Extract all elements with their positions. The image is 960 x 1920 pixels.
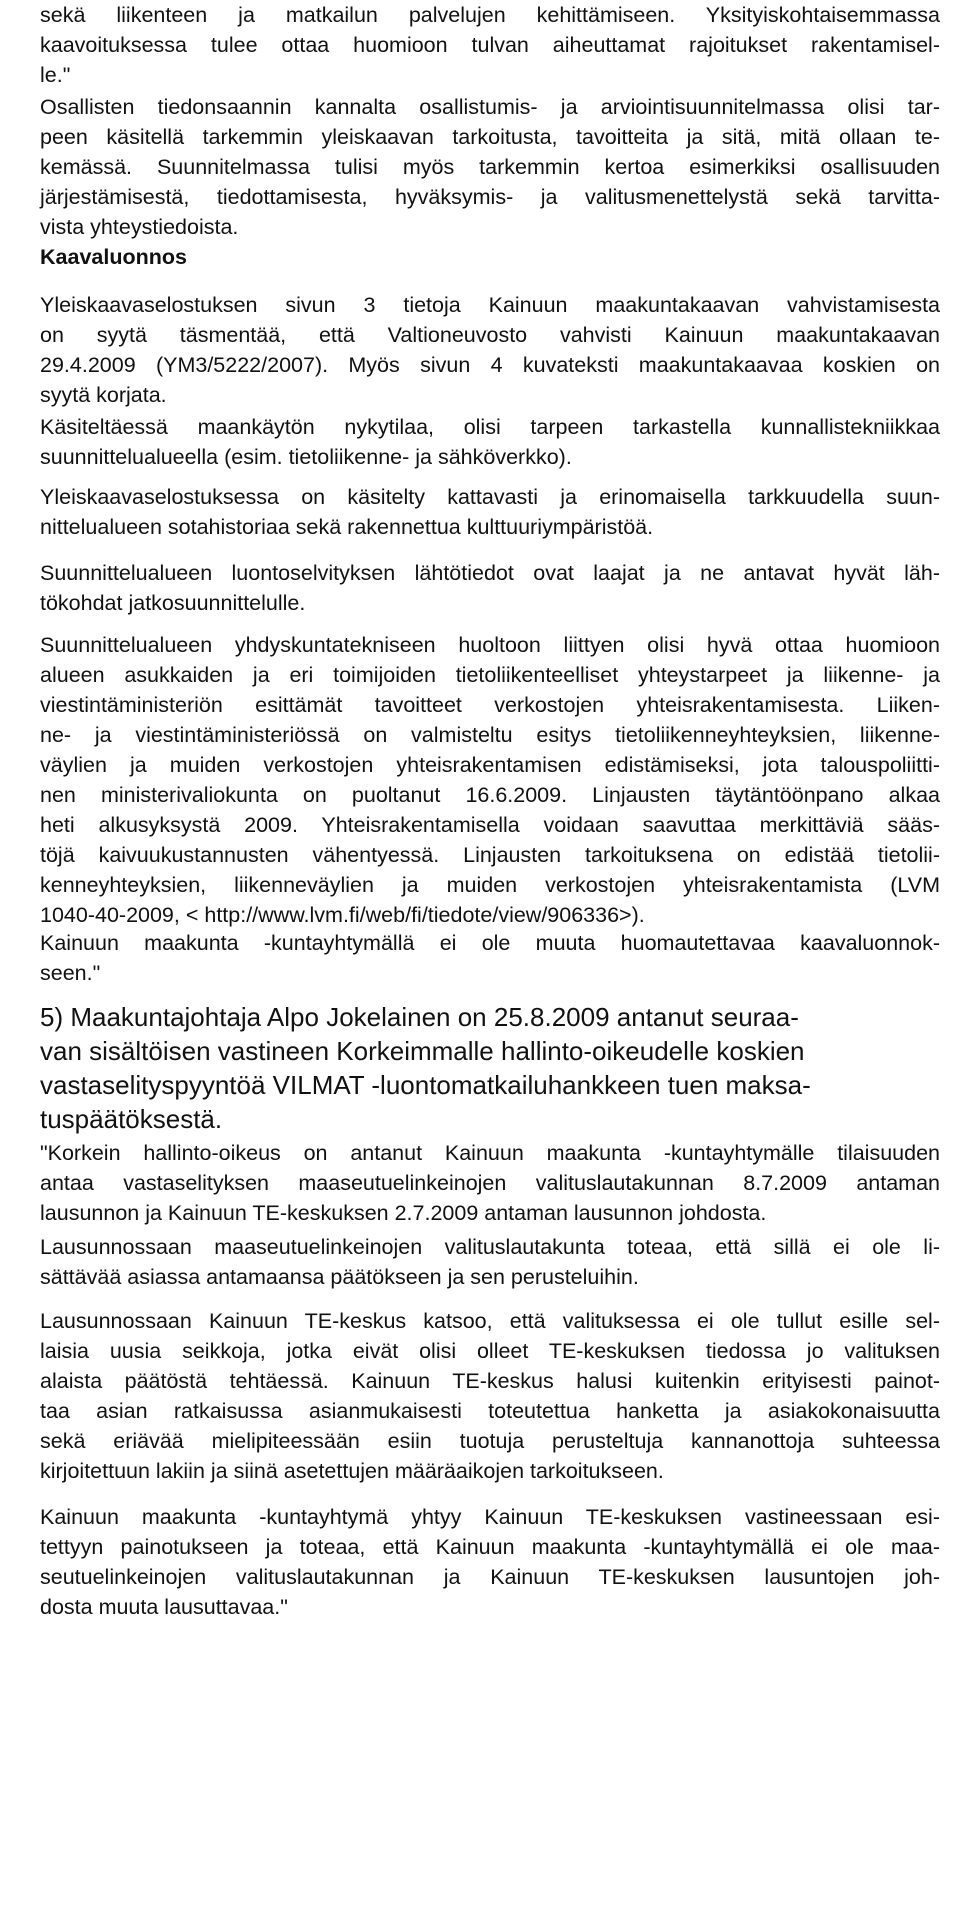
paragraph-maakuntakaava: [40, 290, 940, 410]
paragraph-yhdyskuntatekniikka: [40, 630, 940, 930]
text-line: kemässä. Suunnitelmassa tulisi myös tarkemmin kertoa esimerkiksi osallisuuden: [40, 155, 940, 179]
text-line: töjä kaivuukustannusten vähentyessä. Linjausten tarkoituksena on edistää tietolii-: [40, 843, 940, 867]
text-line: van sisältöisen vastineen Korkeimmalle hallinto-oikeudelle koskien: [40, 1036, 805, 1066]
text-line: Kainuun maakunta -kuntayhtymällä ei ole muuta huomautettavaa kaavaluonnok-: [40, 931, 940, 955]
text-line: Yleiskaavaselostuksen sivun 3 tietoja Kainuun maakuntakaavan vahvistamisesta: [40, 293, 940, 317]
text-line: nittelualueen sotahistoriaa sekä rakennettua kulttuuriympäristöä.: [40, 515, 654, 539]
text-line: tettyyn painotukseen ja toteaa, että Kainuun maakunta -kuntayhtymällä ei ole maa-: [40, 1535, 940, 1559]
paragraph-luontoselvitys: [40, 558, 940, 618]
item-heading-5: [40, 1000, 940, 1136]
text-line: on syytä täsmentää, että Valtioneuvosto vahvisti Kainuun maakuntakaavan: [40, 323, 940, 347]
paragraph-te-keskus: [40, 1306, 940, 1486]
text-line: vastaselityspyyntöä VILMAT -luontomatkailuhankkeen tuen maksa-: [40, 1070, 811, 1100]
paragraph-kho-tilaisuus: [40, 1138, 940, 1228]
text-line: taa asian ratkaisussa asianmukaisesti toteutettua hanketta ja asiakokonaisuutta: [40, 1399, 940, 1423]
text-line: Kainuun maakunta -kuntayhtymä yhtyy Kainuun TE-keskuksen vastineessaan esi-: [40, 1505, 940, 1529]
section-heading-kaavaluonnos: [40, 242, 940, 272]
paragraph-maankaytto: [40, 412, 940, 472]
text-line: viestintäministeriön esittämät tavoitteet verkostojen yhteisrakentamisesta. Liiken-: [40, 693, 940, 717]
paragraph-sotahistoria: [40, 482, 940, 542]
text-line: Käsiteltäessä maankäytön nykytilaa, olisi tarpeen tarkastella kunnallistekniikkaa: [40, 415, 940, 439]
text-line: 29.4.2009 (YM3/5222/2007). Myös sivun 4 kuvateksti maakuntakaavaa koskien on: [40, 353, 940, 377]
text-line: kaavoituksessa tulee ottaa huomioon tulvan aiheuttamat rajoitukset rakentamisel-: [40, 33, 940, 57]
text-line: ne- ja viestintäministeriössä on valmisteltu esitys tietoliikenneyhteyksien, liikenne-: [40, 723, 940, 747]
text-line: väylien ja muiden verkostojen yhteisrakentamisen edistämiseksi, jota talouspoliitti-: [40, 753, 940, 777]
text-line: peen käsitellä tarkemmin yleiskaavan tarkoitusta, tavoitteita ja sitä, mitä ollaan te-: [40, 125, 940, 149]
text-line: Suunnittelualueen yhdyskuntatekniseen huoltoon liittyen olisi hyvä ottaa huomioon: [40, 633, 940, 657]
text-line: seen.": [40, 961, 101, 985]
text-line: kenneyhteyksien, liikenneväylien ja muiden verkostojen yhteisrakentamista (LVM: [40, 873, 940, 897]
heading-text: Kaavaluonnos: [40, 245, 187, 269]
text-line: laisia uusia seikkoja, jotka eivät olisi olleet TE-keskuksen tiedossa jo valituksen: [40, 1339, 940, 1363]
text-line: seutuelinkeinojen valituslautakunnan ja Kainuun TE-keskuksen lausuntojen joh-: [40, 1565, 940, 1589]
text-line: Yleiskaavaselostuksessa on käsitelty kattavasti ja erinomaisella tarkkuudella suun-: [40, 485, 940, 509]
paragraph-tulva: [40, 0, 940, 90]
text-line: Lausunnossaan maaseutuelinkeinojen valituslautakunta toteaa, että sillä ei ole li-: [40, 1235, 940, 1259]
text-line: tuspäätöksestä.: [40, 1104, 223, 1134]
text-line: sekä liikenteen ja matkailun palvelujen kehittämiseen. Yksityiskohtaisemmassa: [40, 3, 940, 27]
text-line: Osallisten tiedonsaannin kannalta osallistumis- ja arviointisuunnitelmassa olisi tar-: [40, 95, 940, 119]
text-line: syytä korjata.: [40, 383, 167, 407]
text-line: sättävää asiassa antamaansa päätökseen ja sen perusteluihin.: [40, 1265, 639, 1289]
text-line: kirjoitettuun lakiin ja siinä asetettujen määräaikojen tarkoitukseen.: [40, 1459, 664, 1483]
text-line: 1040-40-2009, < http://www.lvm.fi/web/fi/tiedote/view/906336>).: [40, 903, 645, 927]
paragraph-osallisten: [40, 92, 940, 242]
text-line: tökohdat jatkosuunnittelulle.: [40, 591, 306, 615]
text-line: "Korkein hallinto-oikeus on antanut Kainuun maakunta -kuntayhtymälle tilaisuuden: [40, 1141, 940, 1165]
text-line: Lausunnossaan Kainuun TE-keskus katsoo, että valituksessa ei ole tullut esille sel-: [40, 1309, 940, 1333]
text-line: vista yhteystiedoista.: [40, 215, 239, 239]
text-line: antaa vastaselityksen maaseutuelinkeinojen valituslautakunnan 8.7.2009 antaman: [40, 1171, 940, 1195]
paragraph-yhtyy: [40, 1502, 940, 1622]
text-line: järjestämisestä, tiedottamisesta, hyväksymis- ja valitusmenettelystä sekä tarvitta-: [40, 185, 940, 209]
text-line: nen ministerivaliokunta on puoltanut 16.6.2009. Linjausten täytäntöönpano alkaa: [40, 783, 940, 807]
text-line: alueen asukkaiden ja eri toimijoiden tietoliikenteelliset yhteystarpeet ja liikenne- ja: [40, 663, 940, 687]
text-line: Suunnittelualueen luontoselvityksen lähtötiedot ovat laajat ja ne antavat hyvät läh-: [40, 561, 940, 585]
text-line: le.": [40, 63, 71, 87]
text-line: alaista päätöstä tehtäessä. Kainuun TE-keskus halusi kuitenkin erityisesti painot-: [40, 1369, 940, 1393]
text-line: sekä eriävää mielipiteessään esiin tuotuja perusteltuja kannanottoja suhteessa: [40, 1429, 940, 1453]
text-line: dosta muuta lausuttavaa.": [40, 1595, 288, 1619]
paragraph-valituslautakunta: [40, 1232, 940, 1292]
text-line: heti alkusyksystä 2009. Yhteisrakentamisella voidaan saavuttaa merkittäviä sääs-: [40, 813, 940, 837]
text-line: 5) Maakuntajohtaja Alpo Jokelainen on 25.8.2009 antanut seuraa-: [40, 1002, 799, 1032]
text-line: suunnittelualueella (esim. tietoliikenne- ja sähköverkko).: [40, 445, 572, 469]
paragraph-ei-huomautettavaa: [40, 928, 940, 988]
text-line: lausunnon ja Kainuun TE-keskuksen 2.7.2009 antaman lausunnon johdosta.: [40, 1201, 767, 1225]
